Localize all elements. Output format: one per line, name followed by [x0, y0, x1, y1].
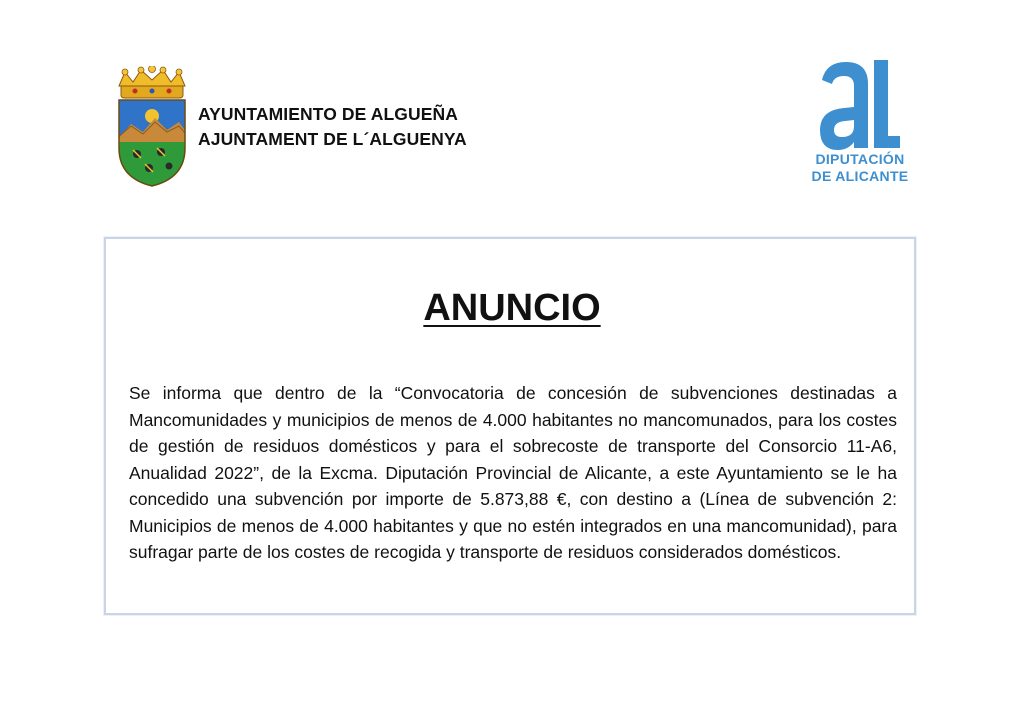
municipal-coat-of-arms-icon: [113, 66, 191, 188]
diputacion-logo-text: [804, 151, 916, 185]
notice-body: Se informa que dentro de la “Convocatoria de concesión de subvenciones destinadas a Mancomunidades y municipios de menos de 4.000 habitantes no mancomunados, para los costes de gestión de residuos domésticos y para el sobrecoste de transporte del Consorcio 11-A6, Anualidad 2022”, de la Excma. Diputación Provincial de Alicante, a este Ayuntamiento se le ha concedido una subvención por importe de 5.873,88 €, con destino a (Línea de subvención 2: Municipios de menos de 4.000 habitantes y que no estén integrados en una mancomunidad), para sufragar parte de los costes de recogida y transporte de residuos considerados domésticos.: [129, 383, 897, 562]
municipality-names: [198, 102, 467, 152]
diputacion-logo-line1: DIPUTACIÓN: [815, 151, 905, 167]
diputacion-da-monogram-icon: [818, 60, 902, 150]
diputacion-logo-line2: DE ALICANTE: [811, 168, 909, 184]
municipality-name-valencian: AJUNTAMENT DE L´ALGUENYA: [198, 129, 467, 149]
notice-title-text: ANUNCIO: [423, 287, 601, 329]
notice-title: [0, 283, 1024, 333]
municipality-name-spanish: AYUNTAMIENTO DE ALGUEÑA: [198, 104, 458, 124]
